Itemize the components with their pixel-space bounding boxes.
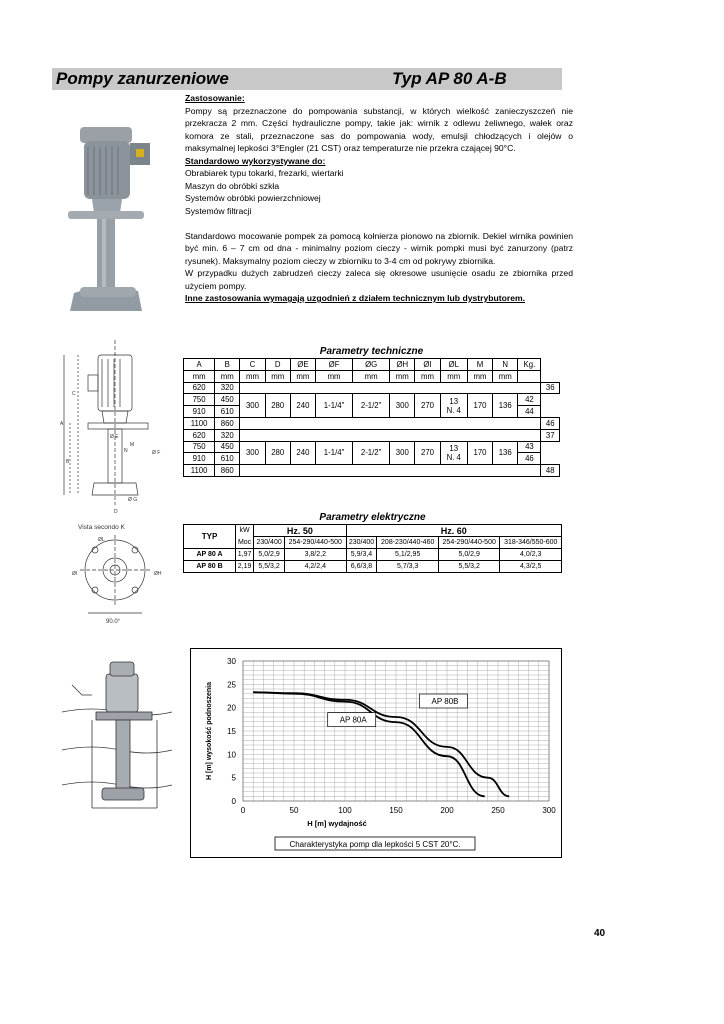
x-tick-label: 50 bbox=[289, 806, 299, 815]
kw-header: kW bbox=[236, 525, 254, 537]
header-cell: ØI bbox=[415, 359, 440, 371]
elec-table bbox=[183, 524, 562, 573]
cell-kg: 36 bbox=[541, 382, 560, 394]
cell-kg: 46 bbox=[541, 417, 560, 429]
cell-b: 320 bbox=[215, 382, 240, 394]
svg-text:C: C bbox=[72, 391, 76, 397]
cell-g: 2-1/2" bbox=[353, 394, 390, 418]
typ-header: TYP bbox=[184, 525, 236, 549]
cell-g: 2-1/2" bbox=[353, 441, 390, 465]
row-value: 4,3/2,5 bbox=[500, 561, 562, 573]
cell-e: 240 bbox=[290, 441, 315, 465]
row-value: 5,5/3,2 bbox=[438, 561, 500, 573]
header-cell: ØF bbox=[316, 359, 353, 371]
standard-title: Standardowo wykorzystywane do: bbox=[185, 155, 326, 166]
cell-kg: 43 bbox=[518, 441, 541, 453]
header-cell: ØG bbox=[353, 359, 390, 371]
cell-i: 270 bbox=[415, 441, 440, 465]
series-label: AP 80B bbox=[431, 697, 459, 706]
tech-table bbox=[183, 358, 560, 477]
y-tick-label: 15 bbox=[227, 727, 236, 736]
row-value: 5,0/2,9 bbox=[254, 549, 285, 561]
hz50-header: Hz. 50 bbox=[254, 525, 346, 537]
unit-cell: mm bbox=[265, 370, 290, 382]
voltage-header: 208-230/440-460 bbox=[377, 537, 439, 549]
header-cell: Kg. bbox=[518, 359, 541, 371]
elec-title: Parametry elektryczne bbox=[319, 512, 426, 523]
cell-n: 136 bbox=[493, 394, 518, 418]
table-row bbox=[184, 441, 560, 453]
chart-ylabel: H [m] wysokość podnoszenia bbox=[206, 681, 213, 781]
row-value: 5,7/3,3 bbox=[377, 561, 439, 573]
table-row bbox=[184, 525, 562, 537]
cell-kg: 42 bbox=[518, 394, 541, 406]
y-tick-label: 25 bbox=[227, 680, 236, 690]
chart-grid bbox=[243, 661, 549, 801]
svg-text:N: N bbox=[124, 448, 128, 454]
installation-drawing bbox=[52, 660, 177, 820]
y-tick-label: 5 bbox=[231, 773, 236, 783]
table-row bbox=[184, 417, 560, 429]
cell-a: 750 bbox=[184, 441, 215, 453]
cell-n: 136 bbox=[493, 441, 518, 465]
y-tick-label: 20 bbox=[227, 703, 236, 713]
header-cell: D bbox=[265, 359, 290, 371]
usage-title: Zastosowanie: bbox=[185, 93, 245, 103]
cell-f: 1-1/4" bbox=[316, 394, 353, 418]
description bbox=[185, 92, 573, 305]
standard-item: Systemów filtracji bbox=[185, 205, 252, 216]
moc-header: Moc bbox=[236, 537, 254, 549]
cell-a: 620 bbox=[184, 382, 215, 394]
x-tick-label: 250 bbox=[491, 806, 505, 815]
cell-h: 300 bbox=[390, 394, 415, 418]
svg-text:B: B bbox=[66, 459, 70, 465]
pump-curve-chart bbox=[190, 648, 562, 858]
page-number: 40 bbox=[594, 928, 606, 939]
table-row bbox=[184, 561, 562, 573]
cell-b: 450 bbox=[215, 441, 240, 453]
unit-cell: mm bbox=[240, 370, 265, 382]
cell-m: 170 bbox=[467, 441, 492, 465]
table-row bbox=[184, 359, 560, 371]
unit-cell: mm bbox=[316, 370, 353, 382]
svg-text:Ø E: Ø E bbox=[110, 434, 119, 440]
cell-b: 320 bbox=[215, 429, 240, 441]
cell-d: 280 bbox=[265, 394, 290, 418]
header-cell: B bbox=[215, 359, 240, 371]
tech-title: Parametry techniczne bbox=[319, 346, 424, 357]
cell-a: 1100 bbox=[184, 417, 215, 429]
cell-c: 300 bbox=[240, 394, 265, 418]
table-row bbox=[184, 429, 560, 441]
standard-item: Obrabiarek typu tokarki, frezarki, wiertarki bbox=[185, 168, 344, 178]
drawing-dimension: 90.0° bbox=[106, 619, 121, 625]
row-value: 5,5/3,2 bbox=[254, 561, 285, 573]
voltage-header: 230/400 bbox=[346, 537, 377, 549]
table-row bbox=[184, 465, 560, 477]
svg-text:Ø G: Ø G bbox=[128, 497, 138, 503]
x-tick-label: 300 bbox=[542, 806, 556, 815]
table-row bbox=[184, 382, 560, 394]
chart-svg bbox=[191, 649, 561, 857]
cell-kg: 37 bbox=[541, 429, 560, 441]
table-row bbox=[184, 394, 560, 406]
unit-cell: mm bbox=[390, 370, 415, 382]
technical-drawing bbox=[58, 335, 178, 625]
table-row bbox=[184, 537, 562, 549]
unit-cell: mm bbox=[215, 370, 240, 382]
cell-kg: 46 bbox=[518, 453, 541, 465]
x-tick-label: 200 bbox=[440, 806, 454, 815]
unit-cell: mm bbox=[467, 370, 492, 382]
voltage-header: 318-346/550-600 bbox=[500, 537, 562, 549]
cell-c: 300 bbox=[240, 441, 265, 465]
unit-cell: mm bbox=[493, 370, 518, 382]
unit-cell: mm bbox=[353, 370, 390, 382]
header-type: Typ AP 80 A-B bbox=[392, 69, 507, 88]
cell-e: 240 bbox=[290, 394, 315, 418]
header-title: Pompy zanurzeniowe bbox=[56, 69, 229, 88]
cell-b: 860 bbox=[215, 417, 240, 429]
cell-l: 13 N. 4 bbox=[440, 394, 467, 418]
row-name: AP 80 B bbox=[184, 561, 236, 573]
header-cell: ØE bbox=[290, 359, 315, 371]
svg-text:ØH: ØH bbox=[154, 571, 162, 577]
svg-text:M: M bbox=[130, 442, 135, 448]
svg-text:D: D bbox=[114, 509, 118, 515]
y-tick-label: 0 bbox=[231, 797, 236, 806]
cell-kg: 44 bbox=[518, 406, 541, 418]
svg-text:Ø F: Ø F bbox=[152, 450, 161, 456]
voltage-header: 254-290/440-500 bbox=[438, 537, 500, 549]
header-cell: A bbox=[184, 359, 215, 371]
cell-a: 750 bbox=[184, 394, 215, 406]
y-tick-label: 30 bbox=[227, 657, 236, 666]
svg-text:ØL: ØL bbox=[98, 537, 105, 543]
y-tick-label: 10 bbox=[227, 750, 236, 760]
note-text: Inne zastosowania wymagają uzgodnień z działem technicznym lub dystrybutorem. bbox=[185, 293, 525, 303]
unit-cell: mm bbox=[440, 370, 467, 382]
cell-a: 1100 bbox=[184, 465, 215, 477]
cell-l: 13 N. 4 bbox=[440, 441, 467, 465]
chart-lines bbox=[253, 692, 509, 796]
row-kw: 2,19 bbox=[236, 561, 254, 573]
cell-i: 270 bbox=[415, 394, 440, 418]
chart-caption: Charakterystyka pomp dla lepkości 5 CST 20°C. bbox=[289, 840, 461, 849]
mounting-text: Standardowo mocowanie pompek za pomocą kołnierza pionowo na zbiornik. Dekiel wirnika powinien być min. 6 – 7 cm od dna - minimalny poziom cieczy - wirnik pompki musi być zanurzony (patrz rysunek). Maksymalny poziom cieczy w zbiorniku to 3-4 cm od pokrywy zbiornika. bbox=[185, 230, 573, 266]
cell-d: 280 bbox=[265, 441, 290, 465]
cell-a: 910 bbox=[184, 406, 215, 418]
row-name: AP 80 A bbox=[184, 549, 236, 561]
row-value: 4,0/2,3 bbox=[500, 549, 562, 561]
cell-m: 170 bbox=[467, 394, 492, 418]
sediment-text: W przypadku dużych zabrudzeń cieczy zaleca się okresowe usunięcie osadu ze zbiornika przed użyciem pompy. bbox=[185, 268, 573, 291]
row-value: 3,8/2,2 bbox=[285, 549, 347, 561]
row-value: 6,6/3,8 bbox=[346, 561, 377, 573]
cell-b: 860 bbox=[215, 465, 240, 477]
series-line-ap-80b bbox=[253, 692, 509, 796]
cell-b: 610 bbox=[215, 406, 240, 418]
x-tick-label: 100 bbox=[338, 806, 352, 815]
row-value: 5,0/2,9 bbox=[438, 549, 500, 561]
voltage-header: 254-290/440-500 bbox=[285, 537, 347, 549]
hz60-header: Hz. 60 bbox=[346, 525, 561, 537]
cell-f: 1-1/4" bbox=[316, 441, 353, 465]
unit-cell: mm bbox=[290, 370, 315, 382]
cell-a: 620 bbox=[184, 429, 215, 441]
svg-text:A: A bbox=[60, 421, 64, 427]
row-value: 5,9/3,4 bbox=[346, 549, 377, 561]
cell-h: 300 bbox=[390, 441, 415, 465]
standard-item: Systemów obróbki powierzchniowej bbox=[185, 193, 321, 203]
x-tick-label: 150 bbox=[389, 806, 403, 815]
row-kw: 1,97 bbox=[236, 549, 254, 561]
cell-kg: 48 bbox=[541, 465, 560, 477]
usage-body: Pompy są przeznaczone do pompowania substancji, w których wielkość zanieczyszczeń nie przekracza 2 mm. Części hydrauliczne pompy, takie jak: wirnik z odlewu żeliwnego, wałek oraz komora ze stali, przeznaczone sas do pompowania wody, emulsji chłodzących i olejów o maksymalnej lepkości 3°Engler (21 CST) oraz temperaturze nie przekra czającej 90°C. bbox=[185, 105, 573, 153]
row-value: 4,2/2,4 bbox=[285, 561, 347, 573]
header-cell: ØL bbox=[440, 359, 467, 371]
cell-b: 450 bbox=[215, 394, 240, 406]
series-label: AP 80A bbox=[339, 715, 367, 725]
x-tick-label: 0 bbox=[240, 806, 246, 815]
header-bar bbox=[52, 68, 562, 90]
table-row bbox=[184, 370, 560, 382]
header-cell: N bbox=[493, 359, 518, 371]
unit-cell: mm bbox=[415, 370, 440, 382]
drawing-caption: Vista secondo K bbox=[78, 524, 125, 531]
pump-photo bbox=[60, 115, 165, 320]
cell-a: 910 bbox=[184, 453, 215, 465]
chart-ticks bbox=[227, 657, 556, 815]
header-cell: ØH bbox=[390, 359, 415, 371]
chart-xlabel: H [m] wydajność bbox=[307, 819, 367, 828]
svg-text:ØI: ØI bbox=[72, 571, 78, 577]
cell-b: 610 bbox=[215, 453, 240, 465]
unit-cell bbox=[518, 370, 541, 382]
header-cell: C bbox=[240, 359, 265, 371]
row-value: 5,1/2,95 bbox=[377, 549, 439, 561]
header-cell: M bbox=[467, 359, 492, 371]
standard-item: Maszyn do obróbki szkła bbox=[185, 180, 280, 191]
unit-cell: mm bbox=[184, 370, 215, 382]
voltage-header: 230/400 bbox=[254, 537, 285, 549]
table-row bbox=[184, 549, 562, 561]
